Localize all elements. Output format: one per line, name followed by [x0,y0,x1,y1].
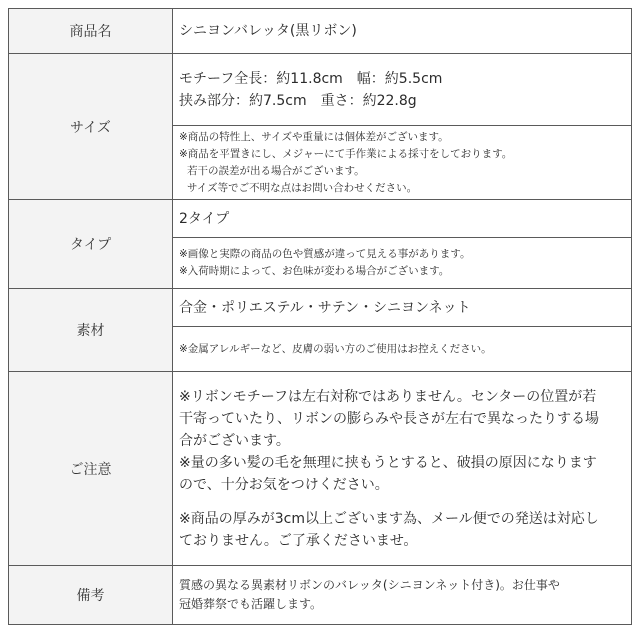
label-material: 素材 [9,289,173,372]
row-caution [9,372,632,566]
row-material [9,289,632,327]
value-caution [173,372,632,566]
row-size [9,54,632,126]
label-product-name: 商品名 [9,9,173,54]
value-type: 2タイプ [173,200,632,238]
size-note: 若干の誤差が出る場合がございます。 [187,164,365,177]
notes-type [173,238,632,289]
caution-line: 合がございます。 [179,432,290,449]
caution-line: ※量の多い髪の毛を無理に挟もうとすると、破損の原因になります [179,454,597,471]
remarks-line: 冠婚葬祭でも活躍します。 [179,597,323,611]
note-material: ※金属アレルギーなど、皮膚の弱い方のご使用はお控えください。 [173,327,632,372]
value-size [173,54,632,126]
size-note: サイズ等でご不明な点はお問い合わせください。 [187,181,418,194]
product-spec-table [8,8,632,625]
label-caution: ご注意 [9,372,173,566]
type-note: ※画像と実際の商品の色や質感が違って見える事があります。 [179,248,471,260]
size-line: 挟み部分：約7.5cm 重さ：約22.8g [179,92,417,109]
size-note: ※商品を平置きにし、メジャーにて手作業による採寸をしております。 [179,147,513,160]
caution-line: ておりません。ご了承くださいませ。 [179,532,418,549]
size-note: ※商品の特性上、サイズや重量には個体差がございます。 [179,130,449,143]
size-line: モチーフ全長：約11.8cm 幅：約5.5cm [179,70,443,87]
caution-line: ので、十分お気をつけください。 [179,476,389,493]
row-remarks [9,566,632,625]
value-product-name: シニヨンバレッタ(黒リボン) [173,9,632,54]
label-size: サイズ [9,54,173,200]
remarks-line: 質感の異なる異素材リボンのバレッタ(シニヨンネット付き)。お仕事や [179,578,560,592]
caution-line: ※商品の厚みが3cm以上ございます為、メール便での発送は対応し [179,510,599,527]
caution-spacer [179,496,631,508]
type-note: ※入荷時期によって、お色味が変わる場合がございます。 [179,265,450,277]
value-material: 合金・ポリエステル・サテン・シニヨンネット [173,289,632,327]
notes-size [173,126,632,200]
label-remarks: 備考 [9,566,173,625]
value-remarks [173,566,632,625]
caution-line: 干寄っていたり、リボンの膨らみや長さが左右で異なったりする場 [179,410,599,427]
label-type: タイプ [9,200,173,289]
caution-line: ※リボンモチーフは左右対称ではありません。センターの位置が若 [179,388,597,405]
row-product-name [9,9,632,54]
row-type [9,200,632,238]
